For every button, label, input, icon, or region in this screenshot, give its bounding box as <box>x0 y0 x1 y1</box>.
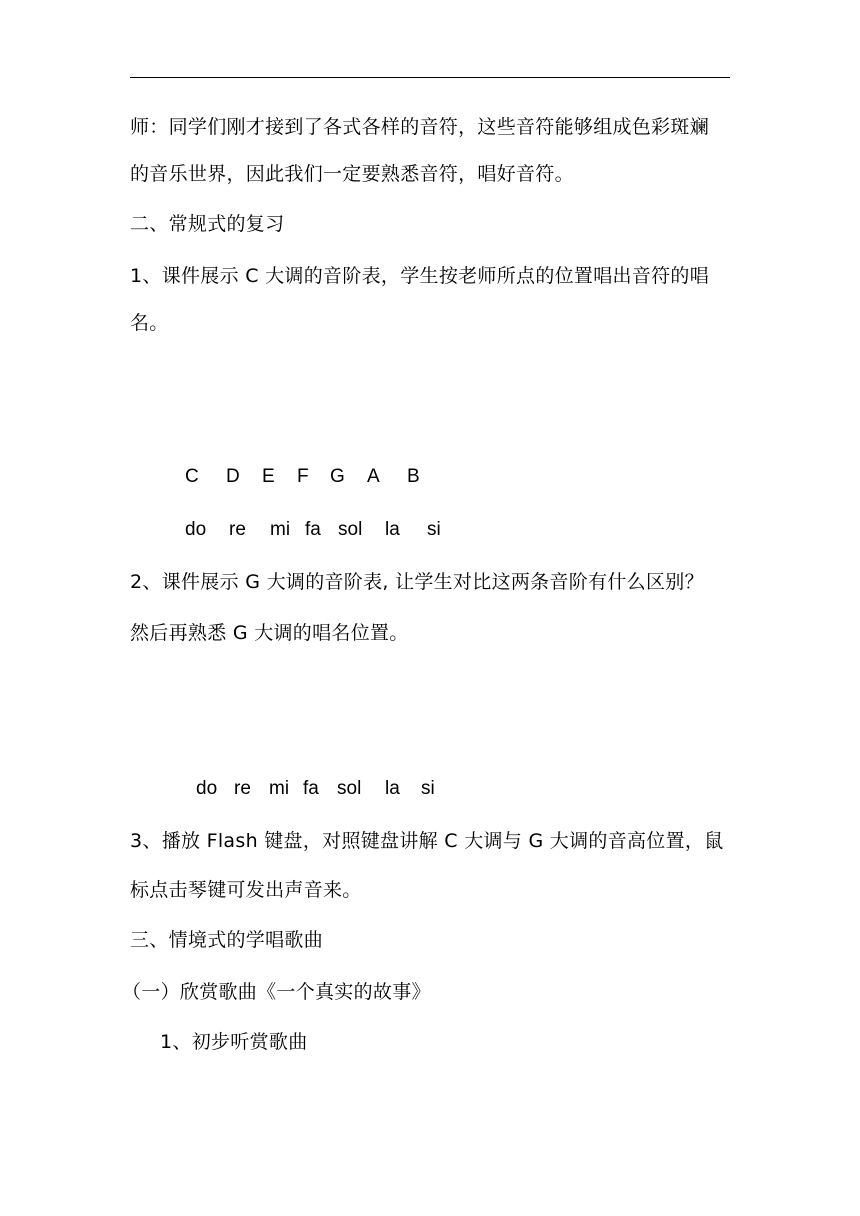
section-heading-song-learning: 三、情境式的学唱歌曲 <box>130 929 324 951</box>
paragraph-c-major-line-2: 名。 <box>130 312 169 334</box>
subsection-heading-song-appreciation: （一）欣赏歌曲《一个真实的故事》 <box>122 981 431 1003</box>
c-scale-syllable: re <box>229 519 246 540</box>
c-scale-syllable: mi <box>270 519 291 540</box>
paragraph-flash-keyboard-line-2: 标点击琴键可发出声音来。 <box>130 879 362 901</box>
g-scale-syllable: la <box>385 778 400 799</box>
c-scale-syllable: do <box>185 519 207 540</box>
c-scale-letter: C <box>185 466 199 487</box>
c-scale-letter: D <box>226 466 240 487</box>
g-scale-syllables <box>0 777 860 801</box>
c-scale-letter: E <box>262 466 275 487</box>
c-scale-syllable: sol <box>338 519 363 540</box>
section-heading-review: 二、常规式的复习 <box>130 213 285 235</box>
c-scale-letter: G <box>330 466 345 487</box>
paragraph-g-major-line-2: 然后再熟悉 G 大调的唱名位置。 <box>130 622 409 644</box>
c-scale-syllable: fa <box>305 519 321 540</box>
paragraph-g-major-line-1: 2、课件展示 G 大调的音阶表, 让学生对比这两条音阶有什么区别？ <box>130 571 704 593</box>
header-rule <box>130 77 730 78</box>
c-scale-letter: B <box>407 466 420 487</box>
g-scale-syllable: sol <box>337 778 362 799</box>
list-item-first-listening: 1、初步听赏歌曲 <box>160 1031 308 1053</box>
c-scale-syllables <box>0 518 860 542</box>
g-scale-syllable: fa <box>303 778 319 799</box>
g-scale-syllable: re <box>234 778 251 799</box>
c-scale-letter: A <box>367 466 380 487</box>
c-scale-syllable: la <box>385 519 400 540</box>
paragraph-flash-keyboard-line-1: 3、播放 Flash 键盘，对照键盘讲解 C 大调与 G 大调的音高位置，鼠 <box>130 830 724 852</box>
g-scale-syllable: mi <box>269 778 290 799</box>
c-scale-letters <box>0 465 860 489</box>
paragraph-intro-line-2: 的音乐世界，因此我们一定要熟悉音符，唱好音符。 <box>130 163 574 185</box>
c-scale-syllable: si <box>427 519 441 540</box>
g-scale-syllable: do <box>196 778 218 799</box>
c-scale-letter: F <box>297 466 309 487</box>
paragraph-intro-line-1: 师：同学们刚才接到了各式各样的音符，这些音符能够组成色彩斑斓 <box>130 116 710 138</box>
paragraph-c-major-line-1: 1、课件展示 C 大调的音阶表，学生按老师所点的位置唱出音符的唱 <box>130 265 710 287</box>
g-scale-syllable: si <box>421 778 435 799</box>
